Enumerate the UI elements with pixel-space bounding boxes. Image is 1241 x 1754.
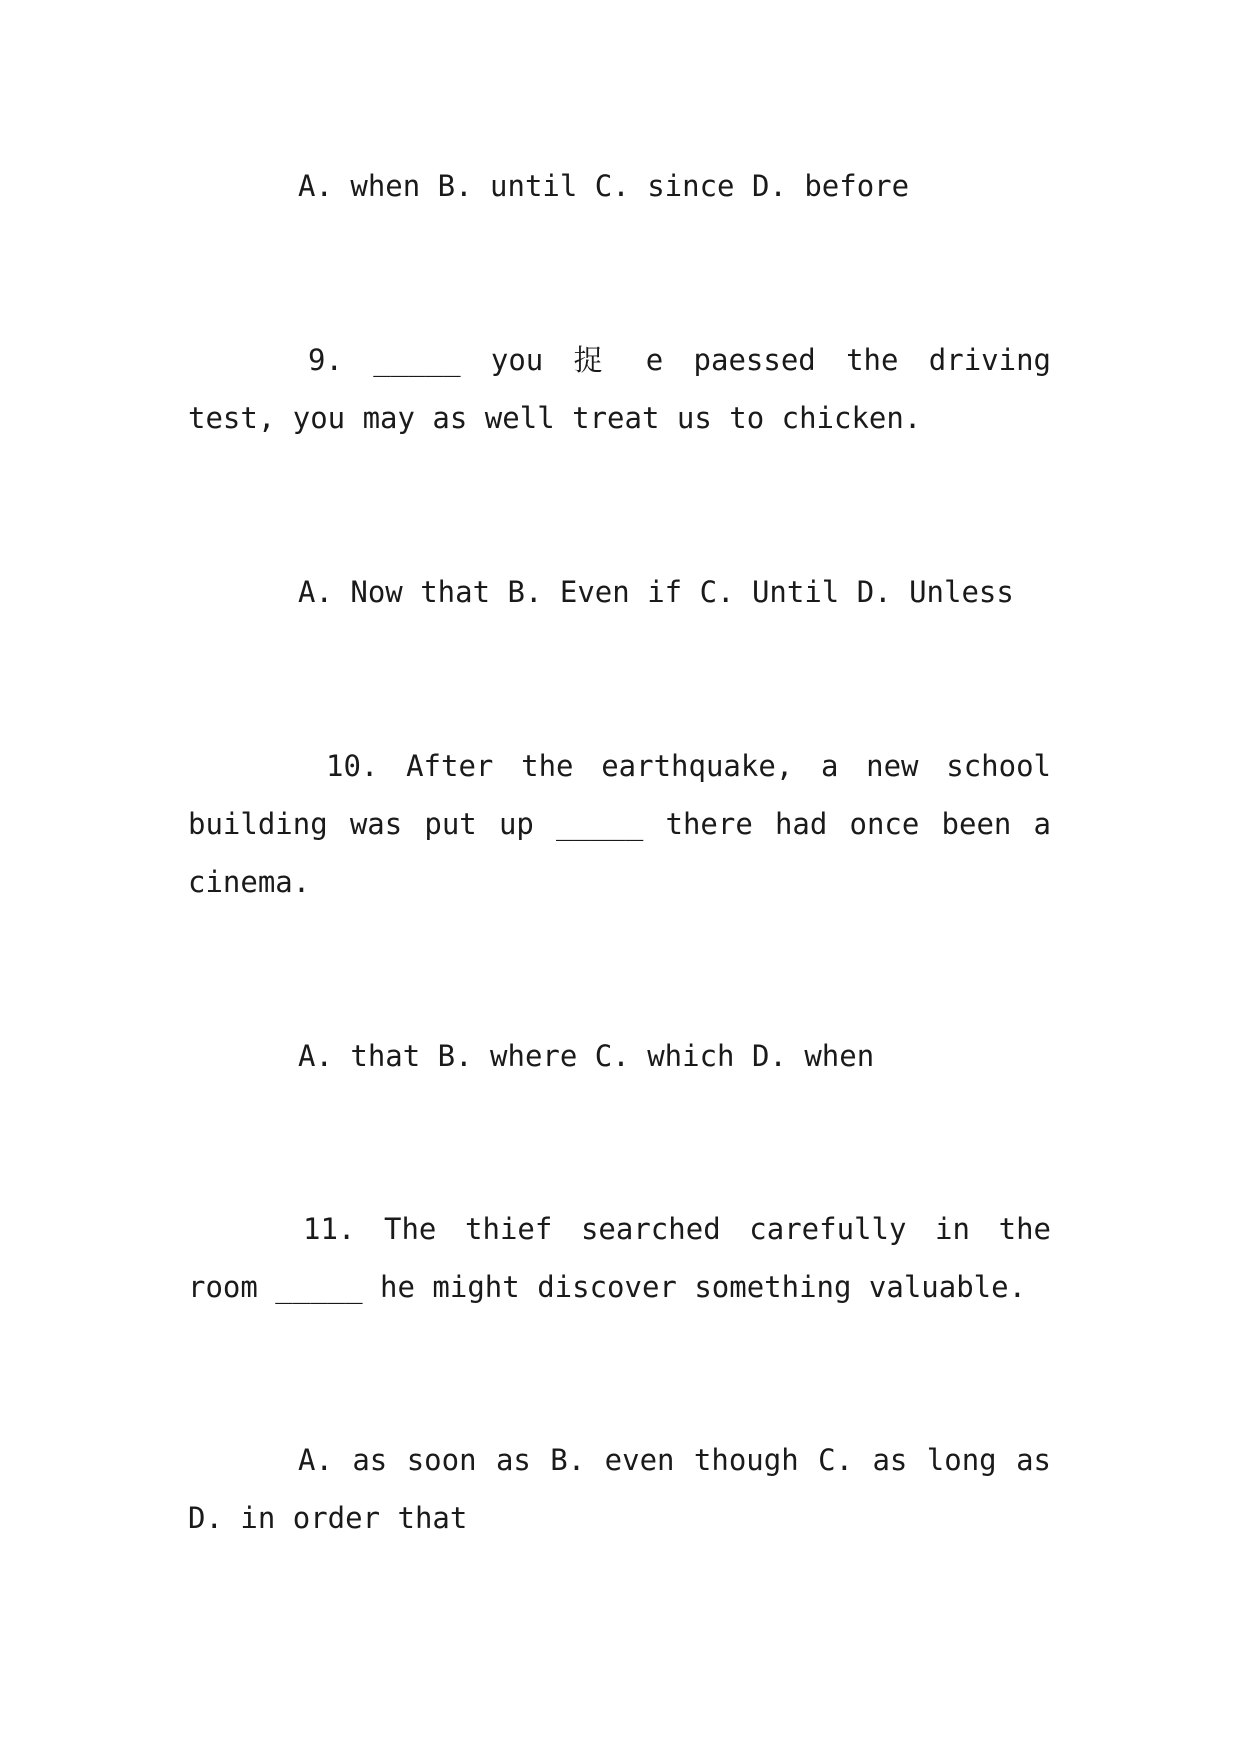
question-11-options: A. as soon as B. even though C. as long as D. in order that: [188, 1443, 1051, 1535]
question-9-stem: 9. _____ you 捉 e paessed the driving test, you may as well treat us to chicken.: [188, 343, 1051, 435]
question-8-options: A. when B. until C. since D. before: [298, 169, 910, 203]
question-10-options: A. that B. where C. which D. when: [298, 1039, 875, 1073]
question-11-stem: 11. The thief searched carefully in the room _____ he might discover something valuable.: [188, 1212, 1051, 1304]
question-10-stem: 10. After the earthquake, a new school building was put up _____ there had once been a cinema.: [188, 749, 1051, 899]
question-9-options: A. Now that B. Even if C. Until D. Unless: [298, 575, 1014, 609]
